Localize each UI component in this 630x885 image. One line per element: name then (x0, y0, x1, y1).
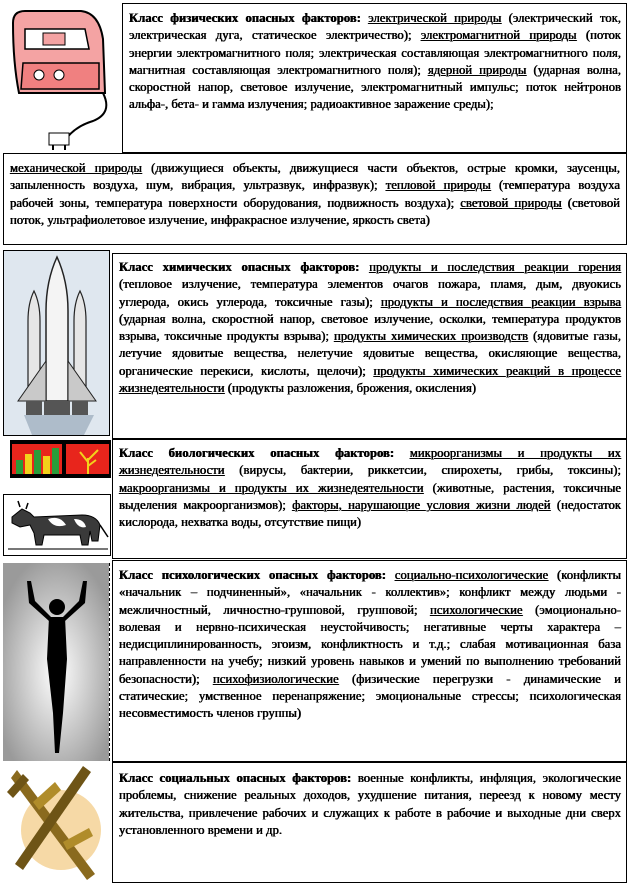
factor-description: (ударная волна, скоростной напор, световое излучение, электромагнитный импульс; поток нейтронов альфа-, бета- и гамма излучения; радиоактивное заражение среды); (129, 62, 621, 112)
factor-group-label: электромагнитной природы (420, 28, 577, 43)
cow-image (3, 494, 111, 556)
person-silhouette-icon (3, 563, 110, 761)
factor-description: (физические перегрузки - динамические и статические; умственное перенапряжение; эмоциональные стрессы; психологическая несовместимость членов группы) (119, 671, 621, 721)
factor-description: (вирусы, бактерии, риккетсии, спирохеты, грибы, токсины); (224, 463, 621, 478)
factor-description: (электрический ток, электрическая дуга, статическое электричество); (129, 11, 622, 43)
factor-description: (эмоционально-волевая и нервно-психическая неустойчивость; негативные черты характера – недисциплинированность, эгоизм, конфликтность и т.д.; слабая мотивационная база направленности на учебу; низкий уровень навыков и умений по выполнению требований безопасности); (119, 602, 621, 686)
chart-image (10, 440, 111, 478)
class-heading: Класс биологических опасных факторов: (119, 446, 395, 460)
person-image (3, 563, 110, 761)
factor-group-label: продукты и последствия реакции горения (369, 260, 622, 274)
factor-group-label: механической природы (10, 161, 142, 175)
factor-description (394, 446, 410, 460)
factor-description: (животные, растения, токсичные выделения макроорганизмов); (119, 480, 621, 512)
factor-group-label: продукты химических реакций в процессе жизнедеятельности (119, 363, 621, 396)
psychological-text (119, 567, 621, 723)
factor-group-label: факторы, нарушающие условия жизни людей (292, 497, 551, 512)
factor-group-label: социально-психологические (394, 568, 549, 582)
factor-description: военные конфликты, инфляция, экологические проблемы, снижение реальных доходов, ухудшение питания, переезд к новому месту жительства, привлечение рабочих и служащих к работе в рабочие и выходные дни сверх установленного времени и др. (119, 771, 621, 837)
factor-description: (конфликты «начальник – подчиненный», «начальник - коллектив»; конфликт между людьми - межличностный, личностно-групповой, групповой; (119, 568, 621, 617)
factor-description: (продукты разложения, брожения, окисления) (224, 381, 477, 396)
class-heading: Класс психологических опасных факторов: (119, 568, 386, 582)
factor-description: (световой поток, ультрафиолетовое излучение, инфракрасное излучение, яркость света) (10, 195, 620, 227)
crossed-arrows-icon (3, 762, 110, 883)
factor-description: (температура воздуха рабочей зоны, температура поверхности оборудования, подвижность воздуха); (10, 178, 620, 210)
factor-group-label: продукты и последствия реакции взрыва (380, 294, 621, 309)
electric-iron-icon (3, 3, 121, 151)
space-shuttle-icon (4, 251, 110, 436)
iron-image (3, 3, 121, 151)
factor-description: (недостаток кислорода, нехватка воды, отсутствие пищи) (119, 497, 622, 530)
biological-text (119, 445, 621, 531)
bar-chart-tree-icon (10, 440, 111, 478)
class-heading: Класс химических опасных факторов: (119, 260, 360, 274)
class-heading: Класс социальных опасных факторов: (119, 771, 352, 785)
factor-group-label: ядерной природы (427, 62, 527, 77)
factor-group-label: продукты химических производств (333, 329, 529, 344)
class-heading: Класс физических опасных факторов: (129, 11, 361, 25)
conflict-image (3, 762, 110, 883)
factor-description: (поток энергии электромагнитного поля; электрическая составляющая электромагнитного поля, магнитная составляющая электромагнитного поля); (129, 28, 621, 77)
factor-description: (ядовитые газы, летучие ядовитые вещества, нелетучие ядовитые вещества, окисляющие вещества, органические перекиси, кислоты, щелочи); (119, 329, 621, 378)
factor-description (386, 568, 395, 582)
cow-icon (4, 495, 111, 556)
social-text (119, 770, 621, 839)
factor-group-label: макроорганизмы и продукты их жизнедеятельности (119, 480, 424, 495)
factor-group-label: световой природы (460, 195, 562, 210)
physical-cont-text (10, 160, 620, 229)
factor-description: (движущиеся объекты, движущиеся части объектов, острые кромки, заусенцы, запыленность воздуха, шум, вибрация, ультразвук, инфразвук); (10, 161, 620, 193)
factor-description: (тепловое излучение, температура элементов очагов пожара, пламя, дым, двуокись углерода, окись углерода, токсичные газы); (119, 277, 621, 309)
factor-group-label: микроорганизмы и продукты их жизнедеятельности (119, 446, 621, 478)
factor-group-label: психофизиологические (212, 671, 339, 686)
factor-description (359, 260, 369, 274)
factor-group-label: электрической природы (368, 11, 502, 25)
factor-group-label: тепловой природы (385, 178, 491, 193)
factor-description: (ударная волна, скоростной напор, световое излучение, осколки, температура продуктов взрыва, токсичные продукты взрыва); (119, 311, 621, 344)
factor-group-label: психологические (430, 602, 523, 617)
rocket-image (3, 250, 110, 436)
chemical-text (119, 259, 621, 397)
physical-text (129, 10, 621, 114)
